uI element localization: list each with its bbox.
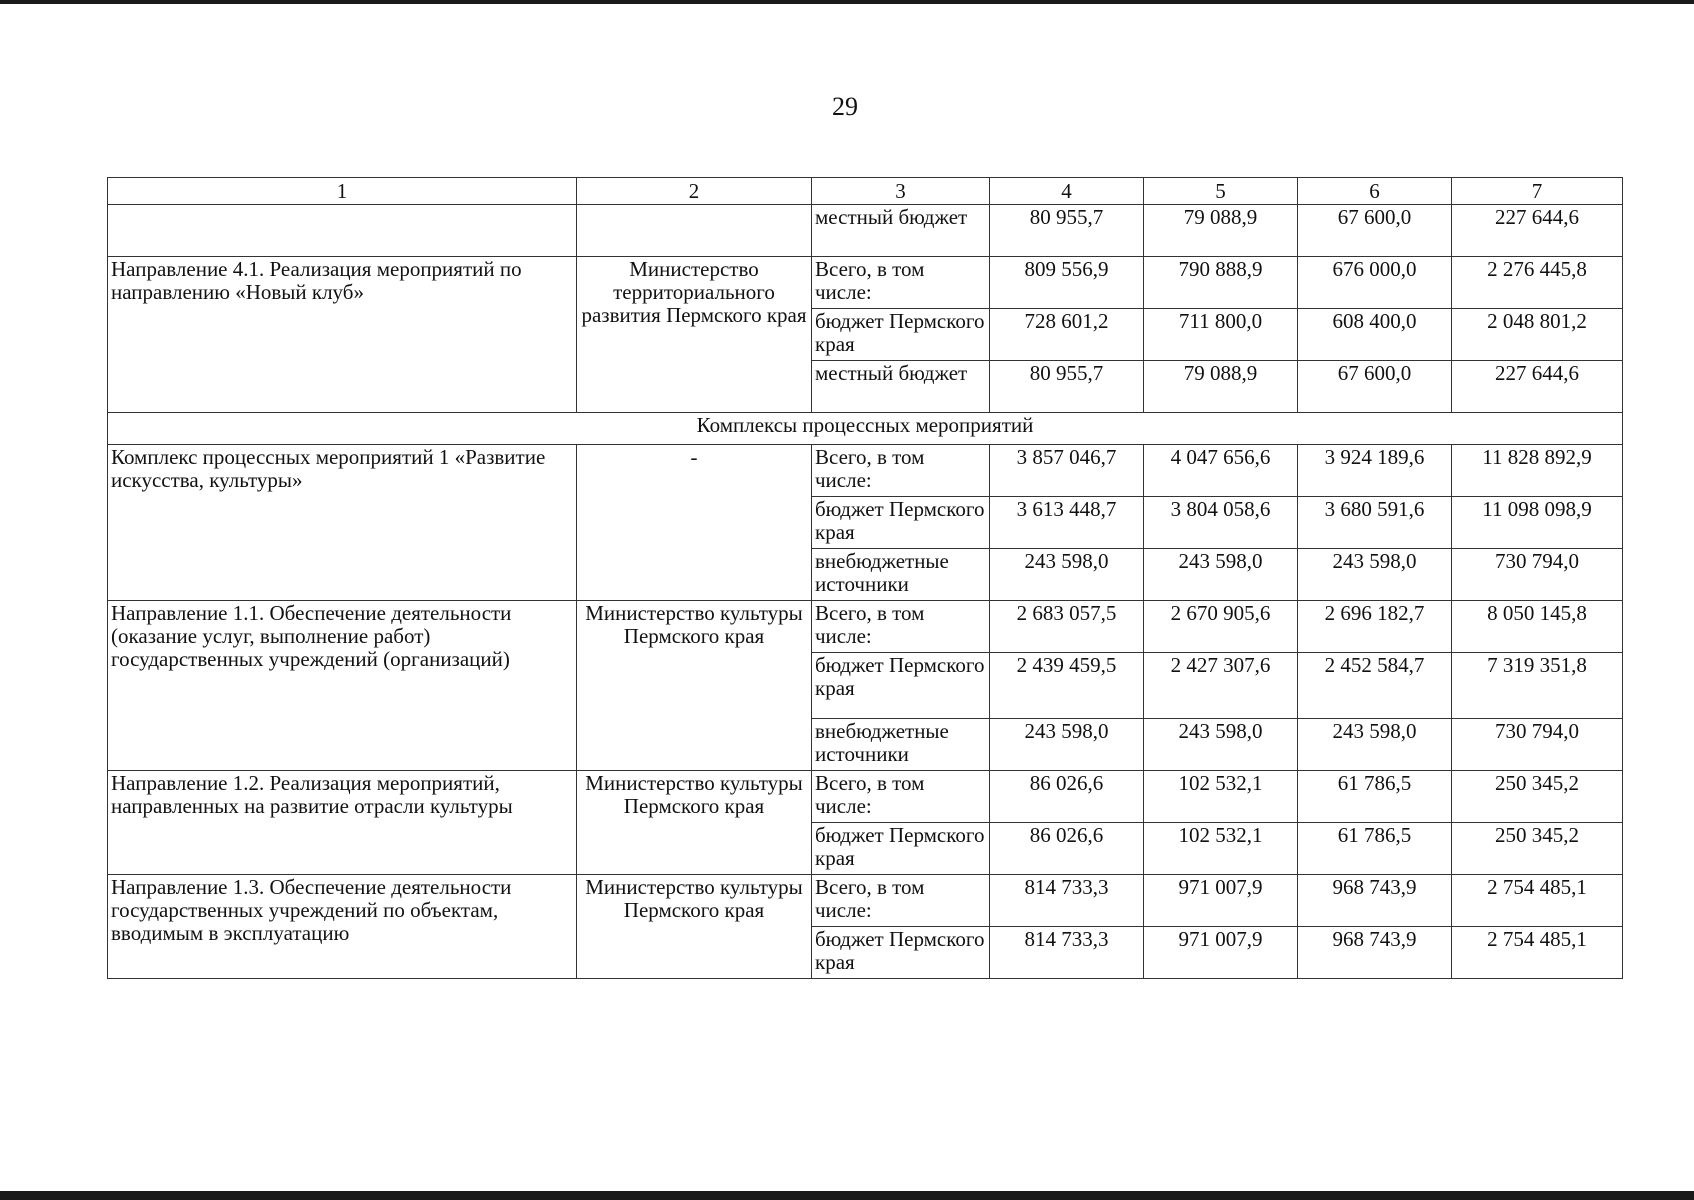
value-cell: 676 000,0 — [1298, 257, 1452, 309]
header-cell-7: 7 — [1452, 178, 1623, 205]
scan-edge-bottom — [0, 1191, 1694, 1200]
header-cell-1: 1 — [108, 178, 577, 205]
source-cell: Всего, в том числе: — [812, 771, 990, 823]
value-cell: 2 452 584,7 — [1298, 653, 1452, 719]
value-cell: 814 733,3 — [990, 927, 1144, 979]
table-row — [108, 205, 1623, 257]
value-cell: 2 683 057,5 — [990, 601, 1144, 653]
value-cell: 243 598,0 — [1144, 549, 1298, 601]
scan-edge-top — [0, 0, 1694, 4]
value-cell: 11 828 892,9 — [1452, 445, 1623, 497]
value-cell: 3 680 591,6 — [1298, 497, 1452, 549]
value-cell: 608 400,0 — [1298, 309, 1452, 361]
value-cell: 243 598,0 — [1298, 549, 1452, 601]
value-cell: 971 007,9 — [1144, 927, 1298, 979]
value-cell: 7 319 351,8 — [1452, 653, 1623, 719]
name-cell: Комплекс процессных мероприятий 1 «Развитие искусства, культуры» — [108, 445, 577, 601]
value-cell: 2 754 485,1 — [1452, 927, 1623, 979]
value-cell: 86 026,6 — [990, 771, 1144, 823]
value-cell: 730 794,0 — [1452, 549, 1623, 601]
source-cell: внебюджетные источники — [812, 719, 990, 771]
budget-table — [107, 177, 1623, 979]
source-cell: бюджет Пермского края — [812, 497, 990, 549]
name-cell: Направление 1.3. Обеспечение деятельности государственных учреждений по объектам, вводимым в эксплуатацию — [108, 875, 577, 979]
value-cell: 243 598,0 — [1144, 719, 1298, 771]
page-number: 29 — [832, 92, 858, 121]
responsible-cell: Министерство культуры Пермского края — [577, 771, 812, 875]
value-cell: 2 427 307,6 — [1144, 653, 1298, 719]
source-cell: Всего, в том числе: — [812, 601, 990, 653]
name-cell: Направление 4.1. Реализация мероприятий по направлению «Новый клуб» — [108, 257, 577, 413]
value-cell: 971 007,9 — [1144, 875, 1298, 927]
value-cell: 809 556,9 — [990, 257, 1144, 309]
name-cell: Направление 1.2. Реализация мероприятий, направленных на развитие отрасли культуры — [108, 771, 577, 875]
value-cell: 61 786,5 — [1298, 823, 1452, 875]
value-cell: 250 345,2 — [1452, 771, 1623, 823]
value-cell: 79 088,9 — [1144, 205, 1298, 257]
value-cell: 4 047 656,6 — [1144, 445, 1298, 497]
source-cell: Всего, в том числе: — [812, 257, 990, 309]
source-cell: Всего, в том числе: — [812, 875, 990, 927]
value-cell: 243 598,0 — [990, 549, 1144, 601]
value-cell: 80 955,7 — [990, 361, 1144, 413]
value-cell: 61 786,5 — [1298, 771, 1452, 823]
header-cell-6: 6 — [1298, 178, 1452, 205]
table-row — [108, 875, 1623, 927]
source-cell: бюджет Пермского края — [812, 309, 990, 361]
name-cell — [108, 205, 577, 257]
source-cell: бюджет Пермского края — [812, 823, 990, 875]
source-cell: местный бюджет — [812, 361, 990, 413]
value-cell: 3 613 448,7 — [990, 497, 1144, 549]
value-cell: 790 888,9 — [1144, 257, 1298, 309]
value-cell: 2 696 182,7 — [1298, 601, 1452, 653]
value-cell: 250 345,2 — [1452, 823, 1623, 875]
section-title: Комплексы процессных мероприятий — [108, 413, 1623, 445]
value-cell: 711 800,0 — [1144, 309, 1298, 361]
name-cell: Направление 1.1. Обеспечение деятельности (оказание услуг, выполнение работ) государственных учреждений (организаций) — [108, 601, 577, 771]
source-cell: Всего, в том числе: — [812, 445, 990, 497]
value-cell: 79 088,9 — [1144, 361, 1298, 413]
responsible-cell: - — [577, 445, 812, 601]
header-cell-3: 3 — [812, 178, 990, 205]
value-cell: 3 857 046,7 — [990, 445, 1144, 497]
value-cell: 2 276 445,8 — [1452, 257, 1623, 309]
value-cell: 2 754 485,1 — [1452, 875, 1623, 927]
value-cell: 2 670 905,6 — [1144, 601, 1298, 653]
header-cell-4: 4 — [990, 178, 1144, 205]
value-cell: 102 532,1 — [1144, 771, 1298, 823]
value-cell: 243 598,0 — [990, 719, 1144, 771]
header-row — [108, 178, 1623, 205]
table-row — [108, 601, 1623, 653]
value-cell: 243 598,0 — [1298, 719, 1452, 771]
source-cell: бюджет Пермского края — [812, 927, 990, 979]
value-cell: 968 743,9 — [1298, 875, 1452, 927]
value-cell: 3 924 189,6 — [1298, 445, 1452, 497]
table-row — [108, 771, 1623, 823]
table-row — [108, 257, 1623, 309]
section-row — [108, 413, 1623, 445]
header-cell-2: 2 — [577, 178, 812, 205]
value-cell: 80 955,7 — [990, 205, 1144, 257]
responsible-cell: Министерство территориального развития Пермского края — [577, 257, 812, 413]
source-cell: бюджет Пермского края — [812, 653, 990, 719]
responsible-cell: Министерство культуры Пермского края — [577, 875, 812, 979]
value-cell: 814 733,3 — [990, 875, 1144, 927]
responsible-cell: Министерство культуры Пермского края — [577, 601, 812, 771]
header-cell-5: 5 — [1144, 178, 1298, 205]
value-cell: 102 532,1 — [1144, 823, 1298, 875]
value-cell: 67 600,0 — [1298, 361, 1452, 413]
value-cell: 227 644,6 — [1452, 361, 1623, 413]
value-cell: 3 804 058,6 — [1144, 497, 1298, 549]
value-cell: 86 026,6 — [990, 823, 1144, 875]
responsible-cell — [577, 205, 812, 257]
value-cell: 730 794,0 — [1452, 719, 1623, 771]
value-cell: 2 048 801,2 — [1452, 309, 1623, 361]
value-cell: 8 050 145,8 — [1452, 601, 1623, 653]
value-cell: 11 098 098,9 — [1452, 497, 1623, 549]
source-cell: местный бюджет — [812, 205, 990, 257]
table-row — [108, 445, 1623, 497]
value-cell: 728 601,2 — [990, 309, 1144, 361]
value-cell: 227 644,6 — [1452, 205, 1623, 257]
value-cell: 2 439 459,5 — [990, 653, 1144, 719]
value-cell: 968 743,9 — [1298, 927, 1452, 979]
value-cell: 67 600,0 — [1298, 205, 1452, 257]
source-cell: внебюджетные источники — [812, 549, 990, 601]
